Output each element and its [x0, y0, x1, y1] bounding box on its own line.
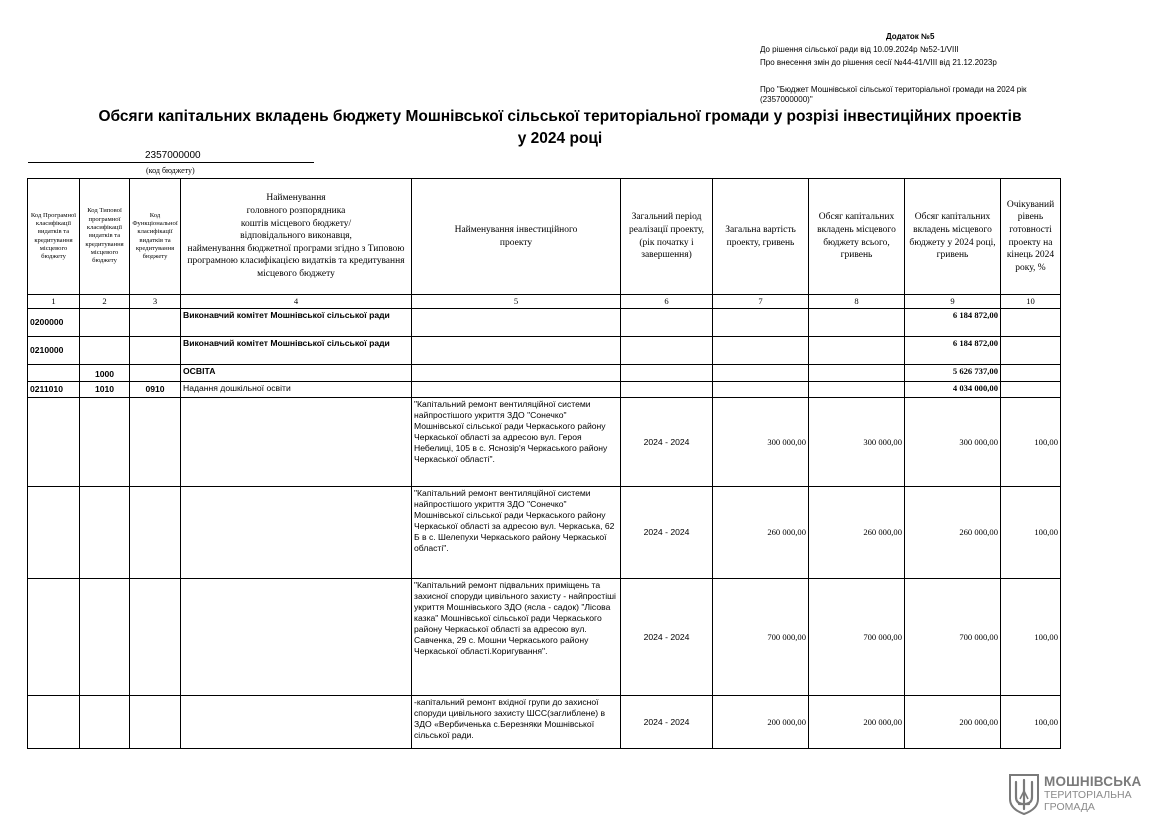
typical-code-cell: 1010	[80, 382, 130, 398]
document-title-line1: Обсяги капітальних вкладень бюджету Мошнівської сільської територіальної громади у розрізі інвестиційних проектів	[98, 108, 1022, 125]
program-name-cell: Виконавчий комітет Мошнівської сільської ради	[181, 337, 412, 365]
program-code-cell: 0200000	[28, 309, 80, 337]
column-number: 1	[28, 295, 80, 309]
annex-title: Додаток №5	[886, 32, 935, 41]
table-row	[28, 309, 1061, 337]
program-code-cell: 0211010	[28, 382, 80, 398]
project-name-cell: "Капітальний ремонт підвальних приміщень та захисної споруди цивільного захисту - найпростіші укриття Мошнівського ЗДО (ясла - садок) "Лісова казка" Мошнівської сільської ради Черкаського району Черкаської області за адресою вул. Савченка, 29 с. Мошни Черкаського району Черкаської області.Коригування".	[412, 579, 621, 696]
capital-2024-cell: 4 034 000,00	[905, 382, 1001, 398]
capital-2024-cell: 6 184 872,00	[905, 309, 1001, 337]
typical-code-cell: 1000	[80, 365, 130, 382]
project-period-cell: 2024 - 2024	[621, 398, 713, 487]
functional-code-cell	[130, 365, 181, 382]
header-program-name-l4: відповідального виконавця,	[240, 231, 352, 242]
project-readiness-cell: 100,00	[1001, 398, 1061, 487]
capital-2024-cell: 5 626 737,00	[905, 365, 1001, 382]
header-program-code: Код Програмної класифікації видатків та кредитування місцевого бюджету	[28, 179, 80, 295]
project-capital-total-cell: 300 000,00	[809, 398, 905, 487]
budget-code-caption: (код бюджету)	[146, 166, 195, 175]
project-name-cell: "Капітальний ремонт вентиляційної системи найпростішого укриття ЗДО "Сонечко" Мошнівської сільської ради Черкаського району Черкаської області за адресою вул. Черкаська, 62 Б в с. Шелепухи Черкаського району Черкаської області".	[412, 487, 621, 579]
logo-line-1: МОШНІВСЬКА	[1044, 774, 1142, 789]
column-number: 7	[713, 295, 809, 309]
project-readiness-cell: 100,00	[1001, 696, 1061, 749]
header-typical-code: Код Типової програмної класифікації видатків та кредитування місцевого бюджету	[80, 179, 130, 295]
project-total-cost-cell: 300 000,00	[713, 398, 809, 487]
project-total-cost-cell: 200 000,00	[713, 696, 809, 749]
column-number: 3	[130, 295, 181, 309]
community-logo	[1008, 773, 1158, 815]
project-row	[28, 579, 1061, 696]
table-row	[28, 382, 1061, 398]
project-readiness-cell: 100,00	[1001, 487, 1061, 579]
column-number: 8	[809, 295, 905, 309]
header-readiness: Очікуваний рівень готовності проекту на кінець 2024 року, %	[1001, 179, 1061, 295]
project-row	[28, 487, 1061, 579]
project-capital-2024-cell: 260 000,00	[905, 487, 1001, 579]
logo-line-2: ТЕРИТОРІАЛЬНА	[1044, 789, 1132, 801]
header-capital-2024: Обсяг капітальних вкладень місцевого бюджету у 2024 році, гривень	[905, 179, 1001, 295]
functional-code-cell	[130, 337, 181, 365]
project-capital-2024-cell: 200 000,00	[905, 696, 1001, 749]
table-row	[28, 337, 1061, 365]
column-number: 5	[412, 295, 621, 309]
project-capital-2024-cell: 300 000,00	[905, 398, 1001, 487]
table-row	[28, 365, 1061, 382]
annex-budget-code-line: (2357000000)"	[760, 95, 813, 104]
header-program-name-l1: Найменування	[266, 193, 326, 204]
budget-code-value: 2357000000	[145, 150, 201, 161]
functional-code-cell	[130, 309, 181, 337]
annex-budget-line: Про "Бюджет Мошнівської сільської територіальної громади на 2024 рік	[760, 85, 1027, 94]
functional-code-cell: 0910	[130, 382, 181, 398]
header-program-name-l3: коштів місцевого бюджету/	[240, 218, 352, 229]
project-total-cost-cell: 260 000,00	[713, 487, 809, 579]
program-name-cell: Виконавчий комітет Мошнівської сільської ради	[181, 309, 412, 337]
project-period-cell: 2024 - 2024	[621, 579, 713, 696]
investment-projects-table	[27, 178, 1061, 749]
typical-code-cell	[80, 309, 130, 337]
column-number: 6	[621, 295, 713, 309]
column-number: 2	[80, 295, 130, 309]
program-name-cell: Надання дошкільної освіти	[181, 382, 412, 398]
project-capital-total-cell: 700 000,00	[809, 579, 905, 696]
column-number: 9	[905, 295, 1001, 309]
header-program-name-l2: головного розпорядника	[246, 206, 346, 217]
header-total-cost: Загальна вартість проекту, гривень	[713, 179, 809, 295]
table-header-row	[28, 179, 1061, 295]
project-total-cost-cell: 700 000,00	[713, 579, 809, 696]
logo-line-3: ГРОМАДА	[1044, 801, 1095, 813]
project-period-cell: 2024 - 2024	[621, 696, 713, 749]
header-functional-code: Код Функціональної класифікації видатків та кредитування бюджету	[130, 179, 181, 295]
header-program-name-l5: найменування бюджетної програми згідно з Типовою програмною класифікацією видатків та кредитування місцевого бюджету	[187, 243, 405, 279]
project-row	[28, 398, 1061, 487]
header-period: Загальний період реалізації проекту, (рік початку і завершення)	[621, 179, 713, 295]
column-number: 4	[181, 295, 412, 309]
project-capital-2024-cell: 700 000,00	[905, 579, 1001, 696]
column-number-row	[28, 295, 1061, 309]
trident-icon	[1008, 773, 1040, 815]
budget-code-field	[28, 150, 314, 163]
project-capital-total-cell: 200 000,00	[809, 696, 905, 749]
program-code-cell: 0210000	[28, 337, 80, 365]
project-readiness-cell: 100,00	[1001, 579, 1061, 696]
project-name-cell: "Капітальний ремонт вентиляційної системи найпростішого укриття ЗДО "Сонечко" Мошнівської сільської ради Черкаського району Черкаської області за адресою вул. Героя Небелиці, 105 в с. Яснозір'я Черкаського району Черкаської області".	[412, 398, 621, 487]
program-code-cell	[28, 365, 80, 382]
project-capital-total-cell: 260 000,00	[809, 487, 905, 579]
project-period-cell: 2024 - 2024	[621, 487, 713, 579]
header-project-name: Найменування інвестиційного проекту	[412, 179, 621, 295]
document-title-line2: у 2024 році	[517, 130, 603, 147]
annex-decision-line: До рішення сільської ради від 10.09.2024р №52-1/VIII	[760, 45, 959, 54]
typical-code-cell	[80, 337, 130, 365]
program-name-cell: ОСВІТА	[181, 365, 412, 382]
annex-block	[760, 30, 1100, 106]
document-title	[60, 106, 1060, 150]
header-program-name	[181, 179, 412, 295]
project-row	[28, 696, 1061, 749]
project-name-cell: -капітальний ремонт вхідної групи до захисної споруди цивільного захисту ШСС(заглиблене) в ЗДО «Вербиченька с.Березняки Мошнівської сільської ради.	[412, 696, 621, 749]
capital-2024-cell: 6 184 872,00	[905, 337, 1001, 365]
header-capital-total: Обсяг капітальних вкладень місцевого бюджету всього, гривень	[809, 179, 905, 295]
annex-amendment-line: Про внесення змін до рішення сесії №44-41/VIII від 21.12.2023р	[760, 58, 997, 67]
column-number: 10	[1001, 295, 1061, 309]
